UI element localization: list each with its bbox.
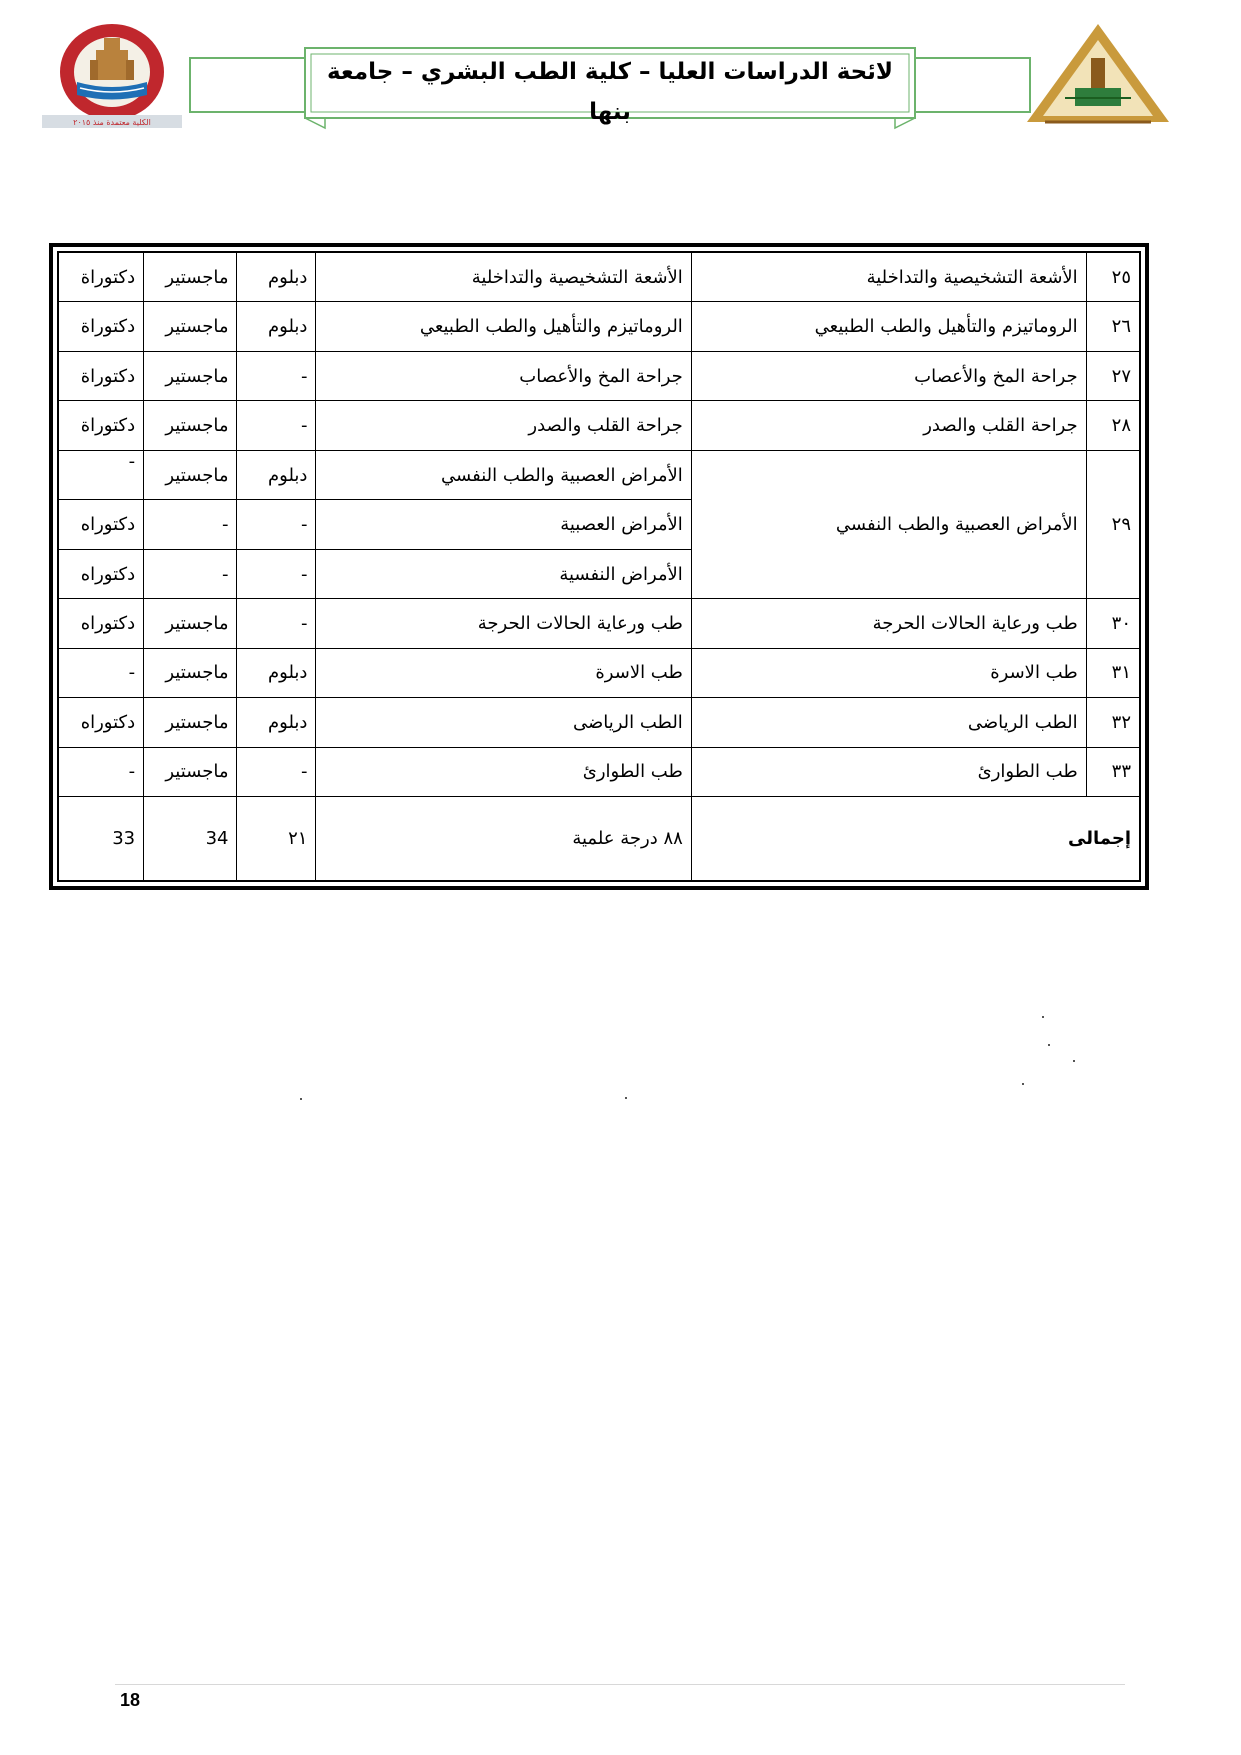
specialty-cell: طب الطوارئ (316, 747, 691, 796)
scan-speck (1048, 1044, 1050, 1046)
specialty-cell: جراحة القلب والصدر (316, 401, 691, 450)
row-number: ٢٩ (1086, 450, 1139, 598)
master-cell: - (144, 500, 237, 549)
total-row (59, 797, 1140, 881)
department-cell: طب الاسرة (691, 648, 1086, 697)
row-number: ٢٦ (1086, 302, 1139, 351)
table-row (59, 302, 1140, 351)
master-cell: ماجستير (144, 253, 237, 302)
specialty-cell: الروماتيزم والتأهيل والطب الطبيعي (316, 302, 691, 351)
department-cell: طب الطوارئ (691, 747, 1086, 796)
specialty-cell: جراحة المخ والأعصاب (316, 351, 691, 400)
master-cell: ماجستير (144, 302, 237, 351)
doctorate-cell: - (59, 747, 144, 796)
specialty-cell: طب الاسرة (316, 648, 691, 697)
row-number: ٣٢ (1086, 698, 1139, 747)
department-cell: الأشعة التشخيصية والتداخلية (691, 253, 1086, 302)
page-title: لائحة الدراسات العليا – كلية الطب البشري – جامعة بنها (326, 59, 893, 125)
department-cell: جراحة القلب والصدر (691, 401, 1086, 450)
department-cell: الروماتيزم والتأهيل والطب الطبيعي (691, 302, 1086, 351)
diploma-cell: - (237, 500, 316, 549)
row-number: ٢٨ (1086, 401, 1139, 450)
specialty-cell: الأمراض النفسية (316, 549, 691, 598)
diploma-cell: دبلوم (237, 648, 316, 697)
row-number: ٣٣ (1086, 747, 1139, 796)
row-number: ٢٧ (1086, 351, 1139, 400)
page-number: 18 (120, 1690, 141, 1710)
department-cell: الأمراض العصبية والطب النفسي (691, 450, 1086, 598)
doctorate-cell: - (59, 648, 144, 697)
specialty-cell: الأشعة التشخيصية والتداخلية (316, 253, 691, 302)
table-row (59, 401, 1140, 450)
diploma-cell: - (237, 401, 316, 450)
master-cell: ماجستير (144, 401, 237, 450)
master-cell: ماجستير (144, 747, 237, 796)
diploma-cell: - (237, 351, 316, 400)
scan-speck (1073, 1060, 1075, 1062)
programs-table (49, 243, 1149, 890)
department-cell: جراحة المخ والأعصاب (691, 351, 1086, 400)
specialty-cell: الطب الرياضى (316, 698, 691, 747)
diploma-cell: دبلوم (237, 698, 316, 747)
diploma-cell: دبلوم (237, 253, 316, 302)
specialty-cell: الأمراض العصبية والطب النفسي (316, 450, 691, 499)
doctorate-cell: دكتوراة (59, 253, 144, 302)
table-row (59, 747, 1140, 796)
doctorate-cell: دكتوراة (59, 351, 144, 400)
doctorate-cell: دكتوراة (59, 401, 144, 450)
table-row (59, 351, 1140, 400)
master-cell: ماجستير (144, 698, 237, 747)
total-master: 34 (144, 797, 237, 881)
master-cell: ماجستير (144, 351, 237, 400)
specialty-cell: طب ورعاية الحالات الحرجة (316, 599, 691, 648)
table-row (59, 698, 1140, 747)
doctorate-cell: دكتوراه (59, 500, 144, 549)
total-diploma: ٢١ (237, 797, 316, 881)
university-logo (1025, 22, 1171, 126)
total-degrees: ٨٨ درجة علمية (316, 797, 691, 881)
diploma-cell: - (237, 747, 316, 796)
doctorate-cell: دكتوراه (59, 698, 144, 747)
master-cell: ماجستير (144, 648, 237, 697)
table-row (59, 450, 1140, 499)
doctorate-cell: دكتوراه (59, 599, 144, 648)
diploma-cell: دبلوم (237, 450, 316, 499)
master-cell: ماجستير (144, 599, 237, 648)
row-number: ٢٥ (1086, 253, 1139, 302)
faculty-logo (32, 20, 192, 135)
specialty-cell: الأمراض العصبية (316, 500, 691, 549)
table-row (59, 599, 1140, 648)
table-row (59, 253, 1140, 302)
row-number: ٣١ (1086, 648, 1139, 697)
doctorate-cell: - (59, 450, 144, 499)
diploma-cell: - (237, 599, 316, 648)
footer-rule (115, 1684, 1125, 1685)
scan-speck (625, 1097, 627, 1099)
scan-speck (1022, 1083, 1024, 1085)
scan-speck (300, 1098, 302, 1100)
faculty-logo-caption: الكلية معتمدة منذ ٢٠١٥ (73, 118, 151, 127)
total-label: إجمالى (691, 797, 1139, 881)
diploma-cell: - (237, 549, 316, 598)
doctorate-cell: دكتوراة (59, 302, 144, 351)
page-header (0, 0, 1241, 160)
department-cell: الطب الرياضى (691, 698, 1086, 747)
doctorate-cell: دكتوراه (59, 549, 144, 598)
scan-speck (1042, 1016, 1044, 1018)
table-row (59, 648, 1140, 697)
row-number: ٣٠ (1086, 599, 1139, 648)
diploma-cell: دبلوم (237, 302, 316, 351)
department-cell: طب ورعاية الحالات الحرجة (691, 599, 1086, 648)
master-cell: ماجستير (144, 450, 237, 499)
total-doctorate: 33 (59, 797, 144, 881)
master-cell: - (144, 549, 237, 598)
